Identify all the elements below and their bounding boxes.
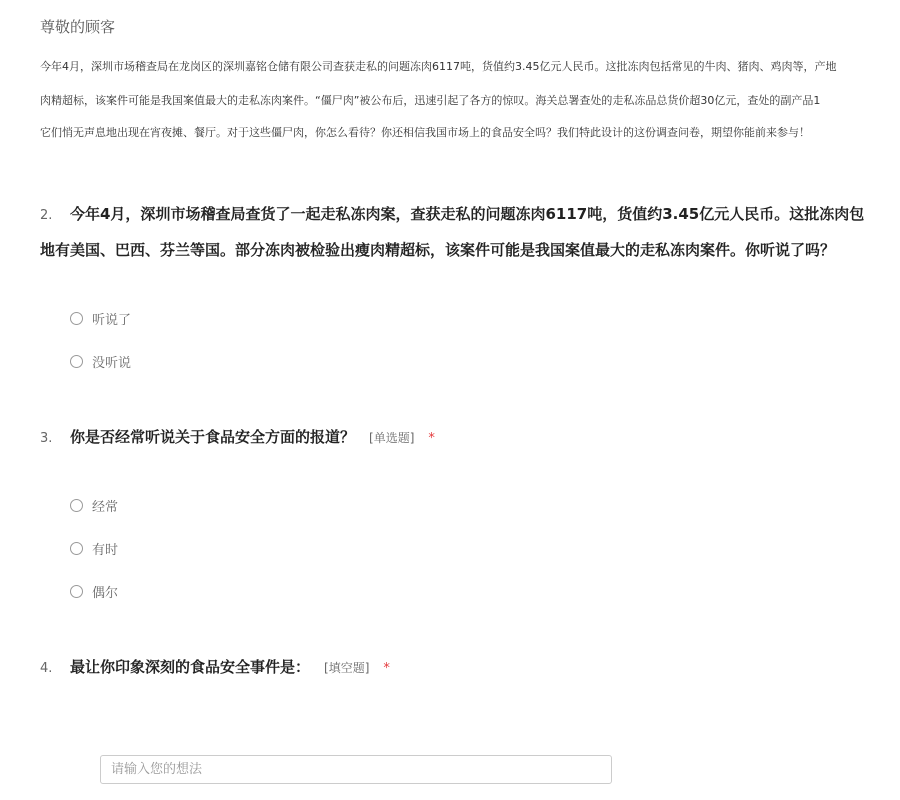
radio-button[interactable]	[70, 585, 83, 598]
question-3-title: 你是否经常听说关于食品安全方面的报道？	[70, 428, 356, 446]
option-label: 有时	[92, 542, 119, 558]
question-2-text-line2: 地有美国、巴西、芬兰等国。部分冻肉被检验出瘦肉精超标，该案件可能是我国案值最大的走私冻肉案件。你听说了吗？	[40, 241, 836, 259]
option-label: 偶尔	[92, 585, 119, 601]
radio-button[interactable]	[70, 542, 83, 555]
question-4-title: 最让你印象深刻的食品安全事件是：	[70, 658, 311, 676]
radio-button[interactable]	[70, 312, 83, 325]
required-marker: *	[428, 431, 435, 446]
radio-button[interactable]	[70, 355, 83, 368]
intro-line-3: 它们悄无声息地出现在宵夜摊、餐厅。对于这些僵尸肉，你怎么看待？你还相信我国市场上的食品安全吗？我们特此设计的这份调查问卷，期望你能前来参与！	[40, 126, 810, 139]
question-4-type: [填空题]	[324, 661, 370, 675]
q4-answer-input[interactable]	[100, 755, 612, 784]
question-2-heading	[40, 203, 900, 224]
question-3-type: [单选题]	[369, 431, 415, 445]
radio-button[interactable]	[70, 499, 83, 512]
q3-option-occasionally[interactable]	[70, 582, 118, 600]
q2-option-heard[interactable]	[70, 309, 131, 327]
question-2-number: 2.	[40, 208, 53, 223]
greeting-text: 尊敬的顾客	[40, 18, 116, 36]
q2-option-not-heard[interactable]	[70, 352, 131, 370]
q3-option-often[interactable]	[70, 496, 118, 514]
question-3-number: 3.	[40, 431, 53, 446]
question-4-number: 4.	[40, 661, 53, 676]
question-4-heading	[40, 656, 390, 677]
option-label: 没听说	[92, 355, 132, 371]
intro-line-2: 肉精超标，该案件可能是我国案值最大的走私冻肉案件。“僵尸肉”被公布后，迅速引起了各方的惊叹。海关总署查处的走私冻品总货价超30亿元，查处的副产品1	[40, 94, 821, 107]
option-label: 经常	[92, 499, 119, 515]
question-2-text-line1: 今年4月，深圳市场稽查局查货了一起走私冻肉案，查获走私的问题冻肉6117吨，货值约3.45亿元人民币。这批冻肉包	[70, 205, 865, 223]
question-3-heading	[40, 426, 435, 447]
option-label: 听说了	[92, 312, 132, 328]
q3-option-sometimes[interactable]	[70, 539, 118, 557]
required-marker: *	[383, 661, 390, 676]
intro-line-1: 今年4月，深圳市场稽查局在龙岗区的深圳嘉铭仓储有限公司查获走私的问题冻肉6117吨，货值约3.45亿元人民币。这批冻肉包括常见的牛肉、猪肉、鸡肉等，产地	[40, 60, 837, 73]
